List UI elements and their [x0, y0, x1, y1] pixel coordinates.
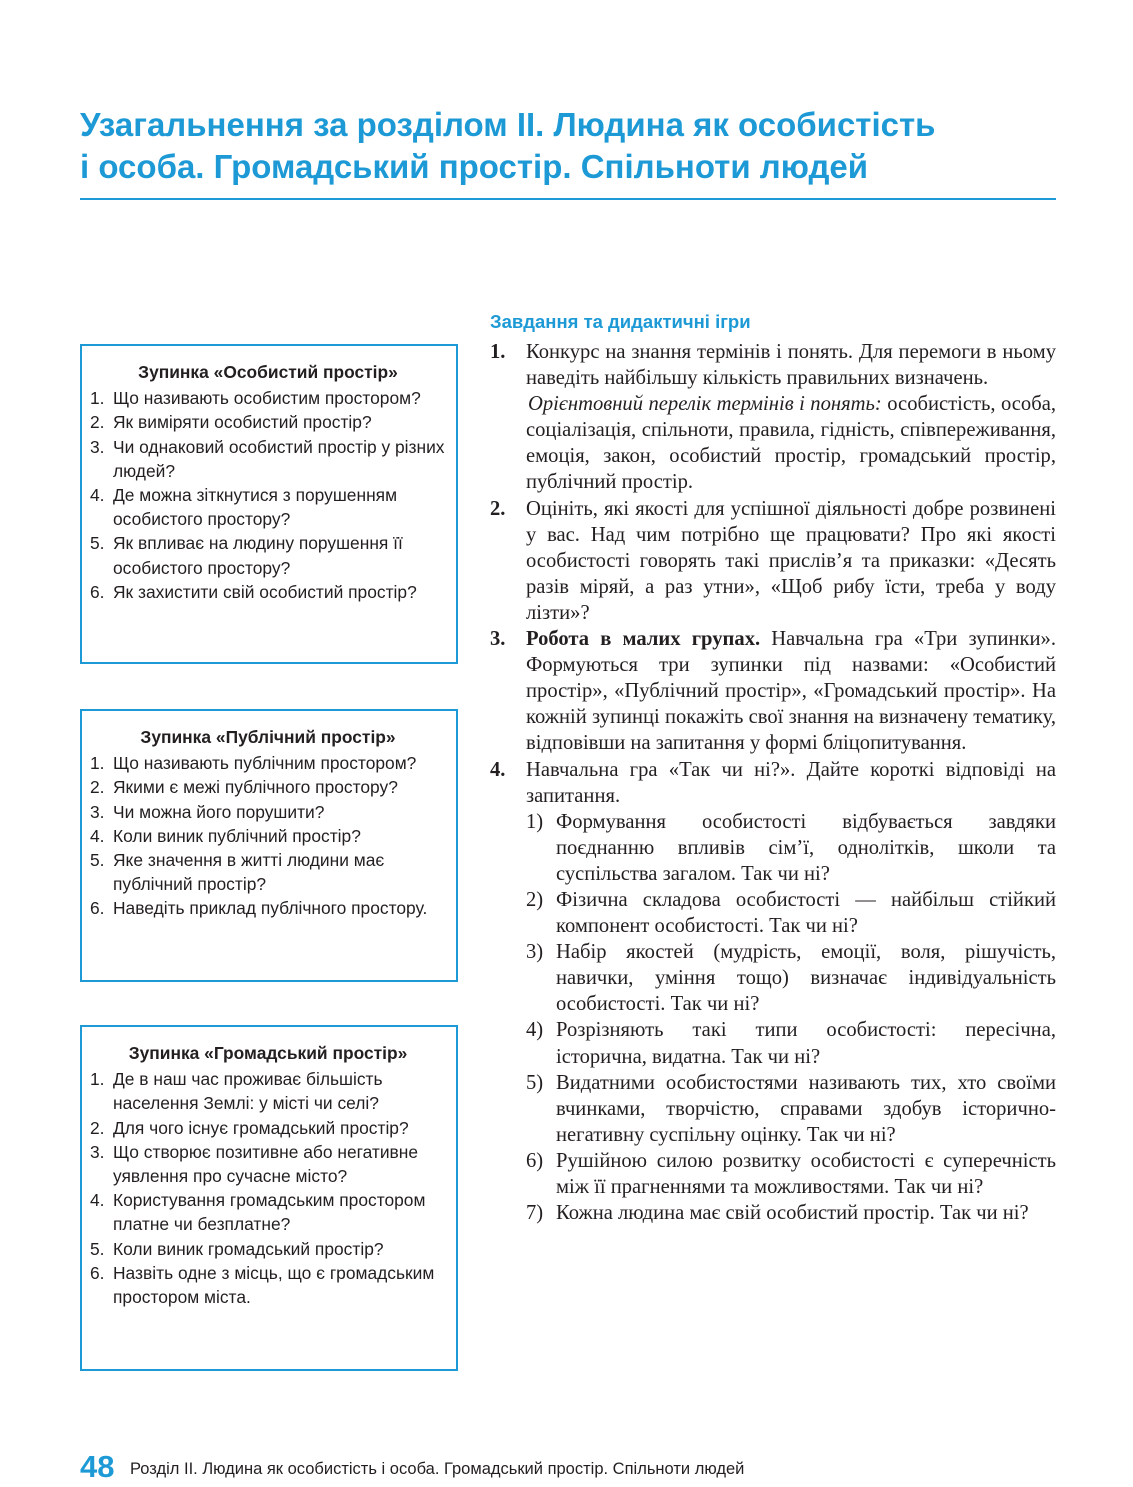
item-number: 2.	[90, 412, 105, 433]
item-number: 5.	[90, 1238, 105, 1259]
list-item	[90, 1237, 446, 1261]
page-title-line-2: і особа. Громадський простір. Спільноти людей	[80, 148, 869, 185]
item-number: 7)	[526, 1202, 544, 1225]
item-number: 5)	[526, 1071, 544, 1094]
item-text: Як впливає на людину порушення її особистого простору?	[113, 533, 403, 578]
page-footer	[80, 1449, 1080, 1487]
list-item	[90, 386, 446, 410]
list-item	[90, 483, 446, 531]
stop-box-public-space	[80, 709, 458, 982]
task-3	[490, 626, 1056, 756]
item-number: 3.	[90, 436, 105, 457]
item-text: Яке значення в житті людини має публічний простір?	[113, 850, 385, 895]
list-item	[526, 1200, 1056, 1226]
item-text: Якими є межі публічного простору?	[113, 777, 398, 798]
item-number: 3.	[90, 801, 105, 822]
item-number: 6)	[526, 1149, 544, 1172]
list-item	[526, 939, 1056, 1017]
list-item	[90, 1067, 446, 1115]
item-number: 1.	[90, 1069, 105, 1090]
item-number: 2.	[90, 777, 105, 798]
item-text: Де можна зіткнутися з порушенням особистого простору?	[113, 485, 398, 530]
item-text: Наведіть приклад публічного простору.	[113, 898, 428, 919]
list-item	[90, 848, 446, 896]
terms-label: Орієнтовний перелік термінів і понять:	[528, 393, 882, 416]
list-item	[526, 809, 1056, 887]
list-item	[90, 751, 446, 775]
item-number: 5.	[90, 533, 105, 554]
item-number: 3.	[90, 1141, 105, 1162]
terms-paragraph	[526, 391, 1056, 495]
item-number: 4.	[90, 485, 105, 506]
list-item	[90, 1116, 446, 1140]
task-text: Навчальна гра «Так чи ні?». Дайте короткі відповіді на запитання.	[526, 758, 1056, 807]
item-number: 6.	[90, 581, 105, 602]
item-text: Формування особистості відбувається завдяки поєднанню впливів сім’ї, однолітків, школи та суспільства загалом. Так чи ні?	[556, 810, 1056, 885]
list-item	[90, 896, 446, 920]
box-heading: Зупинка «Громадський простір»	[128, 1043, 408, 1063]
running-title: Розділ II. Людина як особистість і особа. Громадський простір. Спільноти людей	[130, 1460, 745, 1478]
item-number: 3)	[526, 941, 544, 964]
item-text: Користування громадським простором платне чи безплатне?	[113, 1190, 426, 1235]
list-item	[526, 1148, 1056, 1200]
list-item	[526, 1070, 1056, 1148]
tasks-heading: Завдання та дидактичні ігри	[490, 311, 751, 332]
item-text: Як захистити свій особистий простір?	[113, 581, 417, 602]
list-item	[90, 435, 446, 483]
task-number: 3.	[490, 628, 506, 651]
item-number: 6.	[90, 898, 105, 919]
list-item	[90, 1140, 446, 1188]
item-number: 1)	[526, 810, 544, 833]
task-number: 2.	[490, 497, 506, 520]
item-number: 4)	[526, 1019, 544, 1042]
item-number: 2.	[90, 1117, 105, 1138]
list-item	[90, 580, 446, 604]
item-text: Коли виник громадський простір?	[113, 1238, 384, 1259]
item-number: 4.	[90, 825, 105, 846]
item-text: Що створює позитивне або негативне уявлення про сучасне місто?	[113, 1141, 419, 1187]
task-text: Конкурс на знання термінів і понять. Для перемоги в ньому наведіть найбільшу кількість правильних визначень.	[526, 341, 1056, 390]
item-number: 6.	[90, 1262, 105, 1283]
item-text: Як виміряти особистий простір?	[113, 412, 372, 433]
item-text: Рушійною силою розвитку особистості є суперечність між її прагненнями та можливостями. Так чи ні?	[556, 1149, 1056, 1198]
item-text: Де в наш час проживає більшість населення Землі: у місті чи селі?	[113, 1069, 383, 1114]
task-text: Оцініть, які якості для успішної діяльності добре розвинені у вас. Над чим потрібно ще працювати? Про які якості особистості говорять такі прислів’я та приказки: «Десять разів міряй, а раз утни», «Щоб рибу їсти, треба у воду лізти»?	[526, 497, 1056, 624]
question-list	[90, 1067, 446, 1309]
item-text: Чи можна його порушити?	[113, 801, 325, 822]
list-item	[90, 824, 446, 848]
tasks-column	[490, 309, 1056, 1226]
item-text: Кожна людина має свій особистий простір. Так чи ні?	[556, 1202, 1029, 1225]
question-list	[90, 751, 446, 920]
page-title	[80, 104, 1060, 188]
list-item	[90, 800, 446, 824]
page-title-line-1: Узагальнення за розділом II. Людина як особистість	[80, 106, 936, 143]
task-2	[490, 496, 1056, 626]
item-number: 5.	[90, 850, 105, 871]
stop-box-personal-space	[80, 344, 458, 664]
item-text: Назвіть одне з місць, що є громадським простором міста.	[113, 1262, 435, 1308]
item-text: Фізична складова особистості — найбільш стійкий компонент особистості. Так чи ні?	[556, 888, 1056, 938]
item-text: Для чого існує громадський простір?	[113, 1117, 409, 1138]
task-text-rest: Навчальна гра «Три зупинки». Формуються три зупинки під назвами: «Особистий простір», «Публічний простір», «Громадський простір». На кожній зупинці покажіть свої знання на визначену тематику, відповівши на запитання у формі бліцопитування.	[526, 628, 1056, 755]
page-number: 48	[80, 1449, 115, 1484]
title-divider	[80, 198, 1056, 200]
task-4	[490, 757, 1056, 1227]
task-1	[490, 339, 1056, 496]
item-number: 2)	[526, 888, 544, 911]
list-item	[90, 1188, 446, 1236]
list-item	[90, 410, 446, 434]
task-number: 1.	[490, 341, 506, 363]
question-list	[90, 386, 446, 604]
item-text: Видатними особистостями називають тих, хто своїми вчинками, творчістю, справами здобув історично-негативну суспільну оцінку. Так чи ні?	[556, 1071, 1056, 1146]
list-item	[526, 1017, 1056, 1069]
item-number: 4.	[90, 1190, 105, 1211]
list-item	[90, 1261, 446, 1309]
list-item	[526, 887, 1056, 939]
item-text: Що називають публічним простором?	[113, 753, 417, 774]
item-text: Чи однаковий особистий простір у різних людей?	[113, 436, 445, 481]
task-number: 4.	[490, 758, 506, 781]
box-heading: Зупинка «Особистий простір»	[138, 362, 398, 382]
list-item	[90, 775, 446, 799]
item-text: Що називають особистим простором?	[113, 388, 421, 409]
task-bold-lead: Робота в малих групах.	[526, 628, 761, 651]
item-text: Коли виник публічний простір?	[113, 825, 361, 846]
terms-text: особистість, особа, соціалізація, спільноти, правила, гідність, співпереживання, емоція, закон, особистий простір, громадський простір, публічний простір.	[526, 393, 1057, 494]
item-text: Розрізняють такі типи особистості: пересічна, історична, видатна. Так чи ні?	[556, 1019, 1056, 1068]
item-text: Набір якостей (мудрість, емоції, воля, рішучість, навички, уміння тощо) визначає індивідуальність особистості. Так чи ні?	[556, 941, 1056, 1016]
item-number: 1.	[90, 753, 105, 774]
task-text	[526, 626, 1056, 756]
list-item	[90, 531, 446, 579]
stop-box-civic-space	[80, 1025, 458, 1371]
box-heading: Зупинка «Публічний простір»	[140, 727, 396, 747]
item-number: 1.	[90, 388, 105, 409]
